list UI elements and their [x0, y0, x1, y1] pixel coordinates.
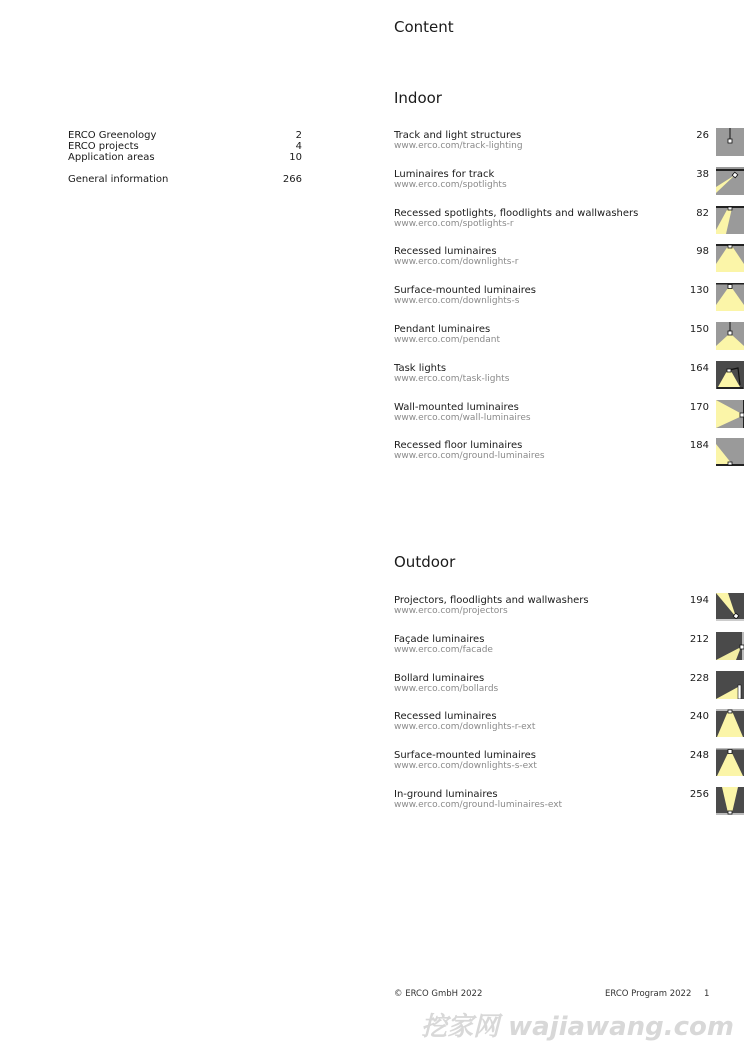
toc-entry-label: Projectors, floodlights and wallwashers [394, 595, 589, 606]
toc-entry[interactable] [394, 673, 744, 712]
toc-entry[interactable] [394, 285, 744, 324]
facade-luminaire-icon [716, 632, 744, 660]
in-ground-icon [716, 787, 744, 815]
left-index-page: 4 [295, 141, 302, 152]
toc-entry-url[interactable]: www.erco.com/downlights-s-ext [394, 761, 537, 772]
toc-entry-url[interactable]: www.erco.com/wall-luminaires [394, 412, 531, 423]
pendant-luminaire-icon [716, 322, 744, 350]
toc-entry[interactable] [394, 130, 744, 169]
toc-entry-page: 194 [689, 595, 709, 606]
toc-entry-label: Bollard luminaires [394, 672, 485, 684]
toc-entry-page: 26 [696, 130, 709, 141]
toc-entry-label: Surface-mounted luminaires [394, 750, 536, 762]
task-light-icon [716, 361, 744, 389]
projector-icon [716, 593, 744, 621]
toc-entry[interactable] [394, 440, 744, 479]
toc-entry-page: 170 [689, 401, 709, 413]
toc-entry-label: Track and light structures [394, 130, 522, 141]
toc-entry-page: 240 [689, 711, 709, 723]
left-index-page: 266 [282, 174, 302, 185]
toc-entry-url[interactable]: www.erco.com/ground-luminaires [394, 451, 545, 462]
toc-entry[interactable] [394, 711, 744, 750]
toc-entry-page: 164 [689, 362, 709, 374]
footer-page-number: 1 [704, 989, 710, 999]
toc-entry-url[interactable]: www.erco.com/facade [394, 644, 493, 655]
left-index-page: 2 [295, 130, 302, 141]
toc-entry[interactable] [394, 324, 744, 363]
outdoor-list [394, 595, 744, 828]
toc-entry-page: 98 [696, 246, 709, 258]
left-index-label: ERCO Greenology [68, 130, 157, 141]
toc-entry-label: Recessed luminaires [394, 246, 497, 258]
recessed-spotlight-icon [716, 206, 744, 234]
toc-entry-page: 184 [689, 440, 709, 452]
recessed-downlight-icon [716, 244, 744, 272]
toc-entry-page: 256 [689, 788, 709, 800]
watermark: 挖家网 wajiawang.com [421, 1012, 734, 1042]
toc-entry[interactable] [394, 246, 744, 285]
toc-entry-label: Pendant luminaires [394, 323, 491, 335]
toc-entry-page: 248 [689, 750, 709, 762]
toc-entry-url[interactable]: www.erco.com/spotlights [394, 179, 507, 190]
page-title: Content [394, 18, 454, 36]
toc-entry-url[interactable]: www.erco.com/task-lights [394, 373, 510, 384]
indoor-list [394, 130, 744, 479]
toc-entry-url[interactable]: www.erco.com/ground-luminaires-ext [394, 799, 563, 810]
toc-entry[interactable] [394, 169, 744, 208]
toc-entry-label: Recessed luminaires [394, 711, 497, 723]
wall-luminaire-icon [716, 400, 744, 428]
left-index-row[interactable] [68, 130, 302, 141]
toc-entry-url[interactable]: www.erco.com/spotlights-r [394, 218, 514, 229]
toc-entry-url[interactable]: www.erco.com/pendant [394, 334, 500, 345]
track-structure-icon [716, 128, 744, 156]
footer-copyright: © ERCO GmbH 2022 [394, 989, 483, 999]
toc-entry-label: Façade luminaires [394, 633, 485, 645]
left-index-label: Application areas [68, 152, 155, 163]
surface-downlight-icon [716, 283, 744, 311]
toc-entry-url[interactable]: www.erco.com/bollards [394, 683, 499, 694]
toc-entry[interactable] [394, 750, 744, 789]
toc-entry-label: Task lights [394, 362, 447, 374]
toc-entry[interactable] [394, 402, 744, 441]
toc-entry-page: 150 [689, 323, 709, 335]
toc-entry-url[interactable]: www.erco.com/downlights-r-ext [394, 722, 536, 733]
toc-entry-label: Luminaires for track [394, 168, 495, 180]
toc-entry-label: Recessed spotlights, floodlights and wallwashers [394, 207, 639, 219]
toc-entry-page: 82 [696, 207, 709, 219]
left-index [68, 130, 302, 185]
outdoor-surface-icon [716, 748, 744, 776]
left-index-page: 10 [289, 152, 302, 163]
indoor-section-title: Indoor [394, 89, 442, 107]
toc-entry-url[interactable]: www.erco.com/downlights-r [394, 257, 519, 268]
left-index-label: ERCO projects [68, 141, 139, 152]
outdoor-recessed-icon [716, 709, 744, 737]
floor-luminaire-icon [716, 438, 744, 466]
bollard-icon [716, 671, 744, 699]
toc-entry[interactable] [394, 634, 744, 673]
toc-entry-page: 212 [689, 633, 709, 645]
toc-entry-label: Wall-mounted luminaires [394, 401, 519, 413]
toc-entry-page: 130 [689, 285, 709, 297]
toc-entry-page: 228 [689, 672, 709, 684]
toc-entry[interactable] [394, 789, 744, 828]
left-index-label: General information [68, 174, 169, 185]
toc-entry-url[interactable]: www.erco.com/downlights-s [394, 296, 520, 307]
outdoor-section-title: Outdoor [394, 553, 456, 571]
toc-entry[interactable] [394, 208, 744, 247]
toc-entry-url[interactable]: www.erco.com/track-lighting [394, 141, 523, 151]
footer-publication: ERCO Program 2022 [605, 989, 692, 999]
left-index-row[interactable] [68, 174, 302, 185]
toc-entry-page: 38 [696, 168, 709, 180]
toc-entry[interactable] [394, 363, 744, 402]
toc-entry-label: Recessed floor luminaires [394, 440, 523, 452]
track-spotlight-icon [716, 167, 744, 195]
left-index-row[interactable] [68, 141, 302, 152]
toc-entry-label: In-ground luminaires [394, 788, 498, 800]
left-index-row[interactable] [68, 152, 302, 163]
toc-entry[interactable] [394, 595, 744, 634]
toc-entry-url[interactable]: www.erco.com/projectors [394, 606, 508, 616]
toc-entry-label: Surface-mounted luminaires [394, 285, 536, 297]
